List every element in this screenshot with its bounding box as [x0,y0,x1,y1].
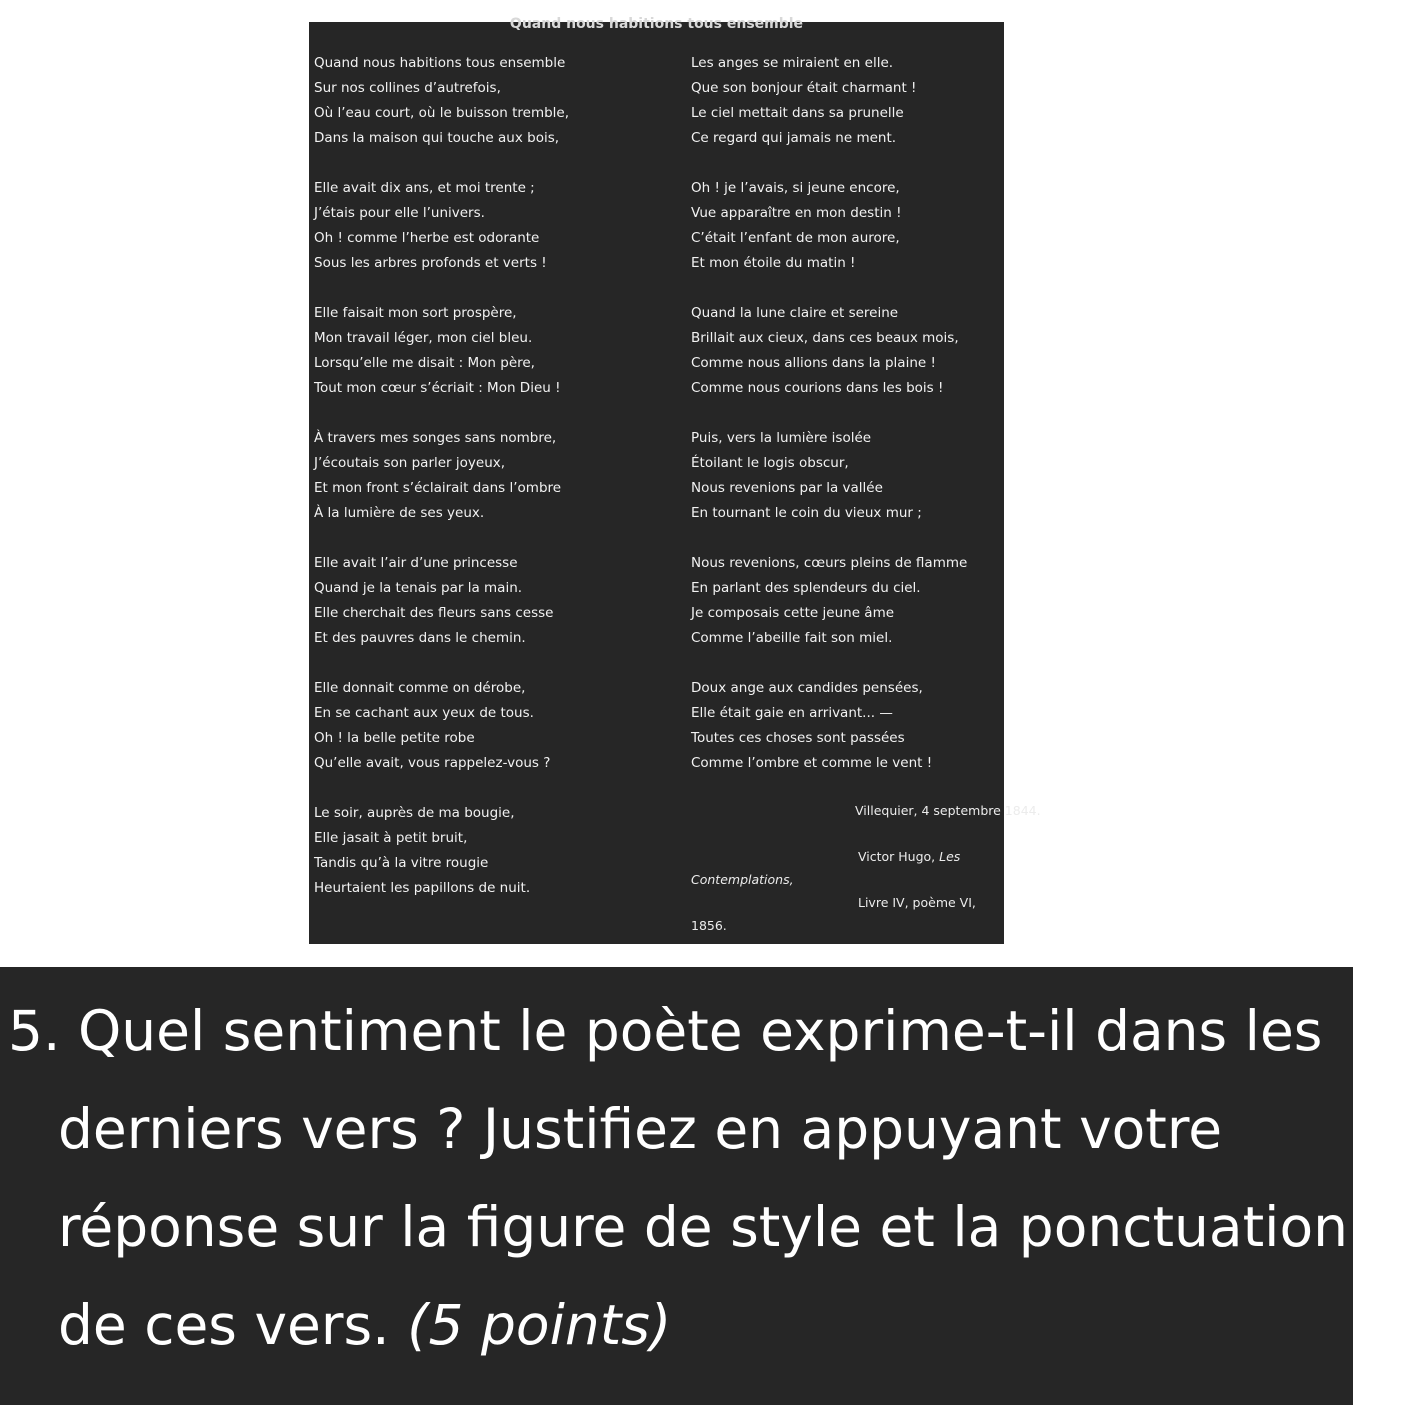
stanza [691,551,1004,651]
verse-line: En se cachant aux yeux de tous. [314,705,534,721]
verse-line: Elle jasait à petit bruit, [314,830,468,846]
verse-line: Vue apparaître en mon destin ! [691,205,902,221]
question-text [8,982,1408,1374]
verse-line: Mon travail léger, mon ciel bleu. [314,330,533,346]
verse-line: Dans la maison qui touche aux bois, [314,130,560,146]
verse-line: Étoilant le logis obscur, [691,455,849,471]
poem-image [309,16,1041,944]
verse-line: Toutes ces choses sont passées [691,730,905,746]
verse-line: À travers mes songes sans nombre, [314,430,557,446]
stanza [314,676,684,776]
verse-line: Je composais cette jeune âme [691,605,895,621]
verse-line: Quand nous habitions tous ensemble [314,55,566,71]
verse-line: Elle faisait mon sort prospère, [314,305,517,321]
verse-line: Comme nous allions dans la plaine ! [691,355,936,371]
verse-line: Et mon front s’éclairait dans l’ombre [314,480,562,496]
question-line-1: 5. Quel sentiment le poète exprime-t-il dans les [8,999,1323,1063]
verse-line: Oh ! je l’avais, si jeune encore, [691,180,900,196]
stanza [314,176,684,276]
citation-work [691,872,794,888]
stanza [314,551,684,651]
stanza [314,426,684,526]
verse-line: Les anges se miraient en elle. [691,55,894,71]
verse-line: Lorsqu’elle me disait : Mon père, [314,355,535,371]
stanza [314,51,684,151]
verse-line: En parlant des splendeurs du ciel. [691,580,921,596]
verse-line: Quand la lune claire et sereine [691,305,899,321]
verse-line: Quand je la tenais par la main. [314,580,523,596]
stanza [691,426,1004,526]
verse-line: Que son bonjour était charmant ! [691,80,917,96]
verse-line: Le ciel mettait dans sa prunelle [691,105,904,121]
question-line-2: derniers vers ? Justifiez en appuyant votre [58,1097,1223,1161]
verse-line: Elle avait l’air d’une princesse [314,555,518,571]
verse-line: Tandis qu’à la vitre rougie [314,855,489,871]
verse-line: Comme l’abeille fait son miel. [691,630,893,646]
verse-line: Doux ange aux candides pensées, [691,680,923,696]
citation-work-part2: Contemplations, [691,872,794,887]
verse-line: Oh ! comme l’herbe est odorante [314,230,540,246]
citation-author [858,849,960,865]
verse-line: Sur nos collines d’autrefois, [314,80,501,96]
citation-book-poem: Livre IV, poème VI, [858,895,976,910]
verse-line: Tout mon cœur s’écriait : Mon Dieu ! [314,380,561,396]
verse-line: Et mon étoile du matin ! [691,255,856,271]
verse-line: À la lumière de ses yeux. [314,505,485,521]
verse-line: Et des pauvres dans le chemin. [314,630,526,646]
question-line-3: réponse sur la figure de style et la ponctuation [58,1195,1348,1259]
poem-title: Quand nous habitions tous ensemble [509,16,804,32]
verse-line: Brillait aux cieux, dans ces beaux mois, [691,330,959,346]
stanza [314,301,684,401]
verse-line: Le soir, auprès de ma bougie, [314,805,515,821]
verse-line: Nous revenions par la vallée [691,480,883,496]
verse-line: J’écoutais son parler joyeux, [314,455,506,471]
verse-line: Qu’elle avait, vous rappelez-vous ? [314,755,551,771]
citation-place-date: Villequier, 4 septembre 1844. [855,803,1041,818]
stanza [691,301,1004,401]
question-points: (5 points) [407,1293,672,1357]
question-line-4: de ces vers. (5 points) [58,1293,672,1357]
verse-line: En tournant le coin du vieux mur ; [691,505,922,521]
verse-line: Oh ! la belle petite robe [314,730,475,746]
citation-author-name: Victor Hugo, [858,849,940,864]
verse-line: Comme l’ombre et comme le vent ! [691,755,933,771]
verse-line: Elle était gaie en arrivant... — [691,705,893,721]
stanza [691,676,1004,776]
stanza [691,51,1004,151]
verse-line: Nous revenions, cœurs pleins de flamme [691,555,968,571]
verse-line: Où l’eau court, où le buisson tremble, [314,105,570,121]
question-number: 5. [8,999,61,1063]
verse-line: Sous les arbres profonds et verts ! [314,255,547,271]
verse-line: Heurtaient les papillons de nuit. [314,880,531,896]
verse-line: Comme nous courions dans les bois ! [691,380,944,396]
stanza [314,801,684,901]
verse-line: Ce regard qui jamais ne ment. [691,130,897,146]
verse-line: Elle donnait comme on dérobe, [314,680,526,696]
verse-line: C’était l’enfant de mon aurore, [691,230,900,246]
verse-line: J’étais pour elle l’univers. [314,205,485,221]
verse-line: Elle avait dix ans, et moi trente ; [314,180,535,196]
citation-year: 1856. [691,918,727,933]
verse-line: Elle cherchait des fleurs sans cesse [314,605,554,621]
stanza [691,176,1004,276]
verse-line: Puis, vers la lumière isolée [691,430,872,446]
citation-work-part1: Les [939,849,961,864]
question-panel [0,967,1353,1405]
